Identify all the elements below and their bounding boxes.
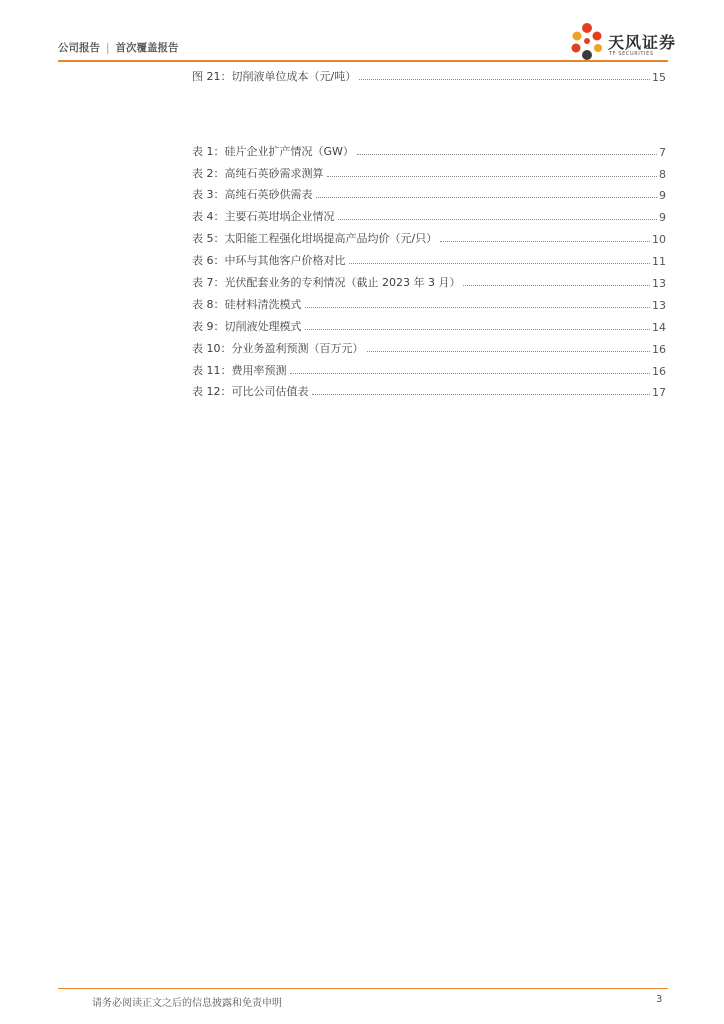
toc-table-entry[interactable] xyxy=(192,340,666,356)
toc-leader-dots xyxy=(316,197,658,198)
report-header xyxy=(58,40,179,55)
toc-table-entry[interactable] xyxy=(192,230,666,246)
toc-entry-label: 表 6：中环与其他客户价格对比 xyxy=(192,254,346,267)
toc-entry-label: 表 8：硅材料清洗模式 xyxy=(192,298,302,311)
brand-name-en: TF SECURITIES xyxy=(609,51,654,57)
toc-entry-page: 13 xyxy=(652,277,666,290)
toc-leader-dots xyxy=(463,285,650,286)
toc-table-entry[interactable] xyxy=(192,208,666,224)
toc-leader-dots xyxy=(357,154,657,155)
toc-entry-label: 表 1：硅片企业扩产情况（GW） xyxy=(192,145,354,158)
toc-table-entry[interactable] xyxy=(192,383,666,399)
brand-name: 天风证券 xyxy=(608,33,677,52)
toc-entry-page: 17 xyxy=(652,386,666,399)
header-divider xyxy=(58,60,668,62)
toc-entry-page: 10 xyxy=(652,233,666,246)
toc-table-entry[interactable] xyxy=(192,186,666,202)
toc-entry-page: 9 xyxy=(659,211,666,224)
toc-entry-label: 表 5：太阳能工程强化坩埚提高产品均价（元/只） xyxy=(192,232,438,245)
toc-entry-page: 11 xyxy=(652,255,666,268)
report-type: 首次覆盖报告 xyxy=(115,42,179,54)
toc-entry-page: 13 xyxy=(652,299,666,312)
toc-entry-page: 14 xyxy=(652,321,666,334)
toc-leader-dots xyxy=(440,241,650,242)
toc-table-entry[interactable] xyxy=(192,318,666,334)
footer-disclaimer: 请务必阅读正文之后的信息披露和免责申明 xyxy=(92,998,282,1009)
header-separator: | xyxy=(106,41,110,54)
toc-table-entry[interactable] xyxy=(192,274,666,290)
toc-table-entry[interactable] xyxy=(192,296,666,312)
toc-leader-dots xyxy=(305,307,651,308)
toc-leader-dots xyxy=(327,176,658,177)
footer-divider xyxy=(58,988,668,989)
toc-entry-page: 8 xyxy=(659,168,666,181)
toc-leader-dots xyxy=(338,219,658,220)
toc-leader-dots xyxy=(359,79,650,80)
flower-logo-icon xyxy=(568,22,606,62)
toc-entry-page: 7 xyxy=(659,146,666,159)
toc-table-entry[interactable] xyxy=(192,252,666,268)
toc-table-entry[interactable] xyxy=(192,165,666,181)
toc-leader-dots xyxy=(305,329,651,330)
toc-figure-entry[interactable] xyxy=(192,68,666,84)
toc-entry-page: 9 xyxy=(659,189,666,202)
toc-entry-label: 表 2：高纯石英砂需求测算 xyxy=(192,167,324,180)
page-number: 3 xyxy=(656,994,663,1005)
toc-leader-dots xyxy=(290,373,651,374)
toc-entry-label: 表 11：费用率预测 xyxy=(192,364,287,377)
toc-entry-label: 表 7：光伏配套业务的专利情况（截止 2023 年 3 月） xyxy=(192,276,461,289)
toc-entry-label: 表 9：切削液处理模式 xyxy=(192,320,302,333)
toc-entry-label: 图 21：切削液单位成本（元/吨） xyxy=(192,70,357,83)
toc-entry-page: 16 xyxy=(652,343,666,356)
toc-leader-dots xyxy=(312,394,651,395)
toc-leader-dots xyxy=(349,263,651,264)
toc-entry-label: 表 4：主要石英坩埚企业情况 xyxy=(192,210,335,223)
toc-leader-dots xyxy=(367,351,651,352)
toc-entry-label: 表 12：可比公司估值表 xyxy=(192,385,309,398)
toc-table-entry[interactable] xyxy=(192,362,666,378)
toc-entry-page: 15 xyxy=(652,71,666,84)
company-logo xyxy=(568,22,678,62)
toc-entry-page: 16 xyxy=(652,365,666,378)
toc-entry-label: 表 3：高纯石英砂供需表 xyxy=(192,188,313,201)
toc-entry-label: 表 10：分业务盈利预测（百万元） xyxy=(192,342,364,355)
toc-table-entry[interactable] xyxy=(192,143,666,159)
report-category: 公司报告 xyxy=(58,42,100,54)
